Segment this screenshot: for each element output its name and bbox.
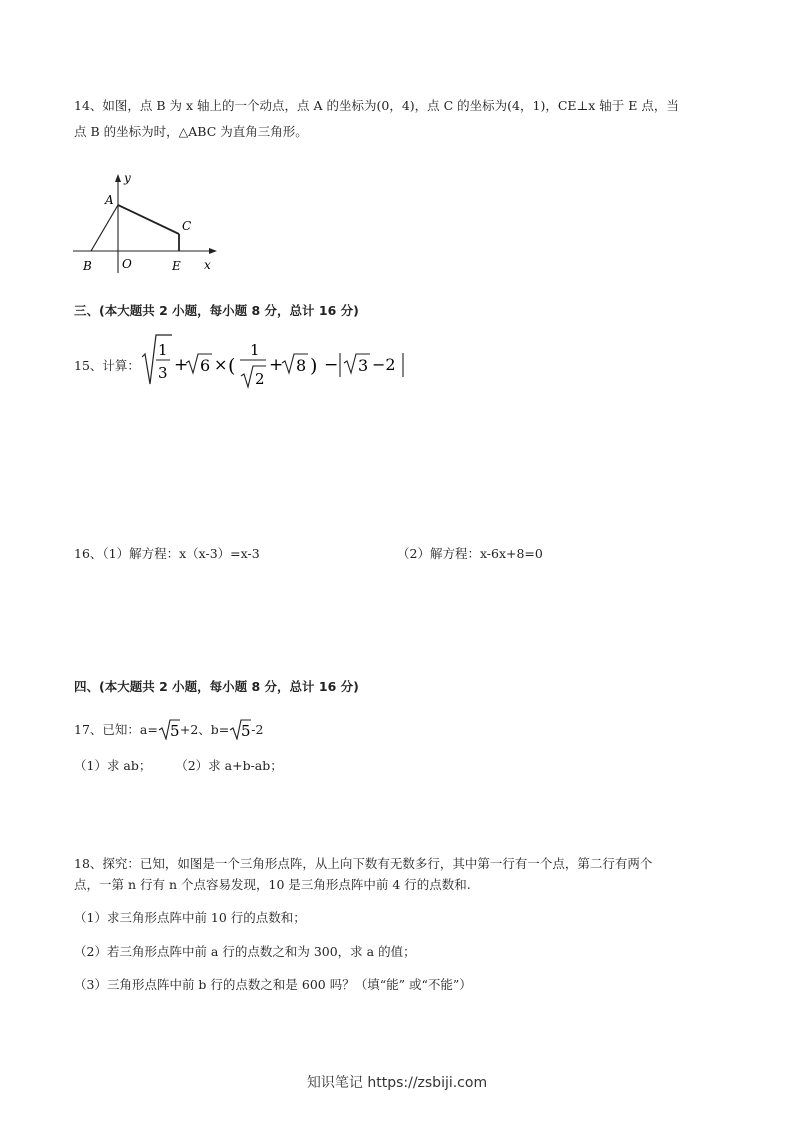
radicand-3: 3	[358, 356, 369, 375]
plus-sign-1: +	[174, 355, 189, 375]
q15-prefix: 15、计算：	[74, 358, 140, 373]
right-paren: )	[310, 355, 318, 377]
plus-sign-2: +	[269, 355, 284, 375]
q14-line-2: 点 B 的坐标为时，△ABC 为直角三角形。	[74, 124, 308, 139]
sqrt5-a	[158, 718, 180, 740]
radicand-6: 6	[200, 356, 211, 375]
q18-line-2: 点，一第 n 行有 n 个点容易发现，10 是三角形点阵中前 4 行的点数和.	[74, 877, 471, 892]
svg-text:5: 5	[241, 722, 251, 740]
q17-suffix: -2	[251, 722, 264, 737]
point-b-label: B	[83, 259, 92, 273]
q18-sub-3: （3）三角形点阵中前 b 行的点数之和是 600 吗？（填“能” 或“不能”）	[74, 977, 472, 992]
minus-sign: −	[324, 355, 339, 375]
point-e-label: E	[172, 259, 181, 273]
q14-line-1: 14、如图，点 B 为 x 轴上的一个动点，点 A 的坐标为(0，4)，点 C 的坐标为(4，1)，CE⊥x 轴于 E 点，当	[74, 98, 679, 113]
x-axis-label: x	[204, 258, 211, 272]
minus-two: −2	[372, 355, 396, 374]
radicand-8: 8	[296, 356, 307, 375]
q14-figure	[70, 168, 230, 278]
q18-line-1: 18、探究：已知，如图是一个三角形点阵，从上向下数有无数多行，其中第一行有一个点，第二行有两个	[74, 856, 653, 871]
times-sign: ×	[214, 355, 228, 374]
q16-part-2: （2）解方程：x-6x+8=0	[397, 546, 543, 561]
point-c-label: C	[182, 219, 192, 233]
footer-watermark: 知识笔记 https://zsbiji.com	[306, 1075, 488, 1091]
svg-text:5: 5	[169, 722, 180, 740]
q17-subquestions: （1）求 ab； （2）求 a+b-ab；	[74, 758, 283, 773]
q17-mid: +2、b=	[179, 722, 230, 737]
q15-expression	[140, 332, 420, 394]
q17-prefix: 17、已知：a=	[74, 722, 158, 737]
sqrt5-b	[229, 718, 251, 740]
q17-line	[74, 718, 263, 740]
q18-sub-1: （1）求三角形点阵中前 10 行的点数和；	[74, 910, 306, 925]
frac1-numerator: 1	[158, 341, 168, 359]
section-4-heading: 四、(本大题共 2 小题，每小题 8 分，总计 16 分)	[74, 679, 359, 694]
point-a-label: A	[105, 193, 114, 207]
y-axis-label: y	[124, 171, 131, 185]
section-3-heading: 三、(本大题共 2 小题，每小题 8 分，总计 16 分)	[74, 303, 359, 318]
frac1-denominator: 3	[158, 364, 168, 382]
frac2-denominator: 2	[255, 370, 265, 388]
q18-sub-2: （2）若三角形点阵中前 a 行的点数之和为 300，求 a 的值；	[74, 944, 416, 959]
origin-label: O	[122, 257, 132, 271]
q16-part-1: 16、（1）解方程：x（x-3）=x-3	[74, 546, 260, 561]
left-paren: (	[228, 355, 236, 377]
frac2-numerator: 1	[250, 341, 260, 359]
